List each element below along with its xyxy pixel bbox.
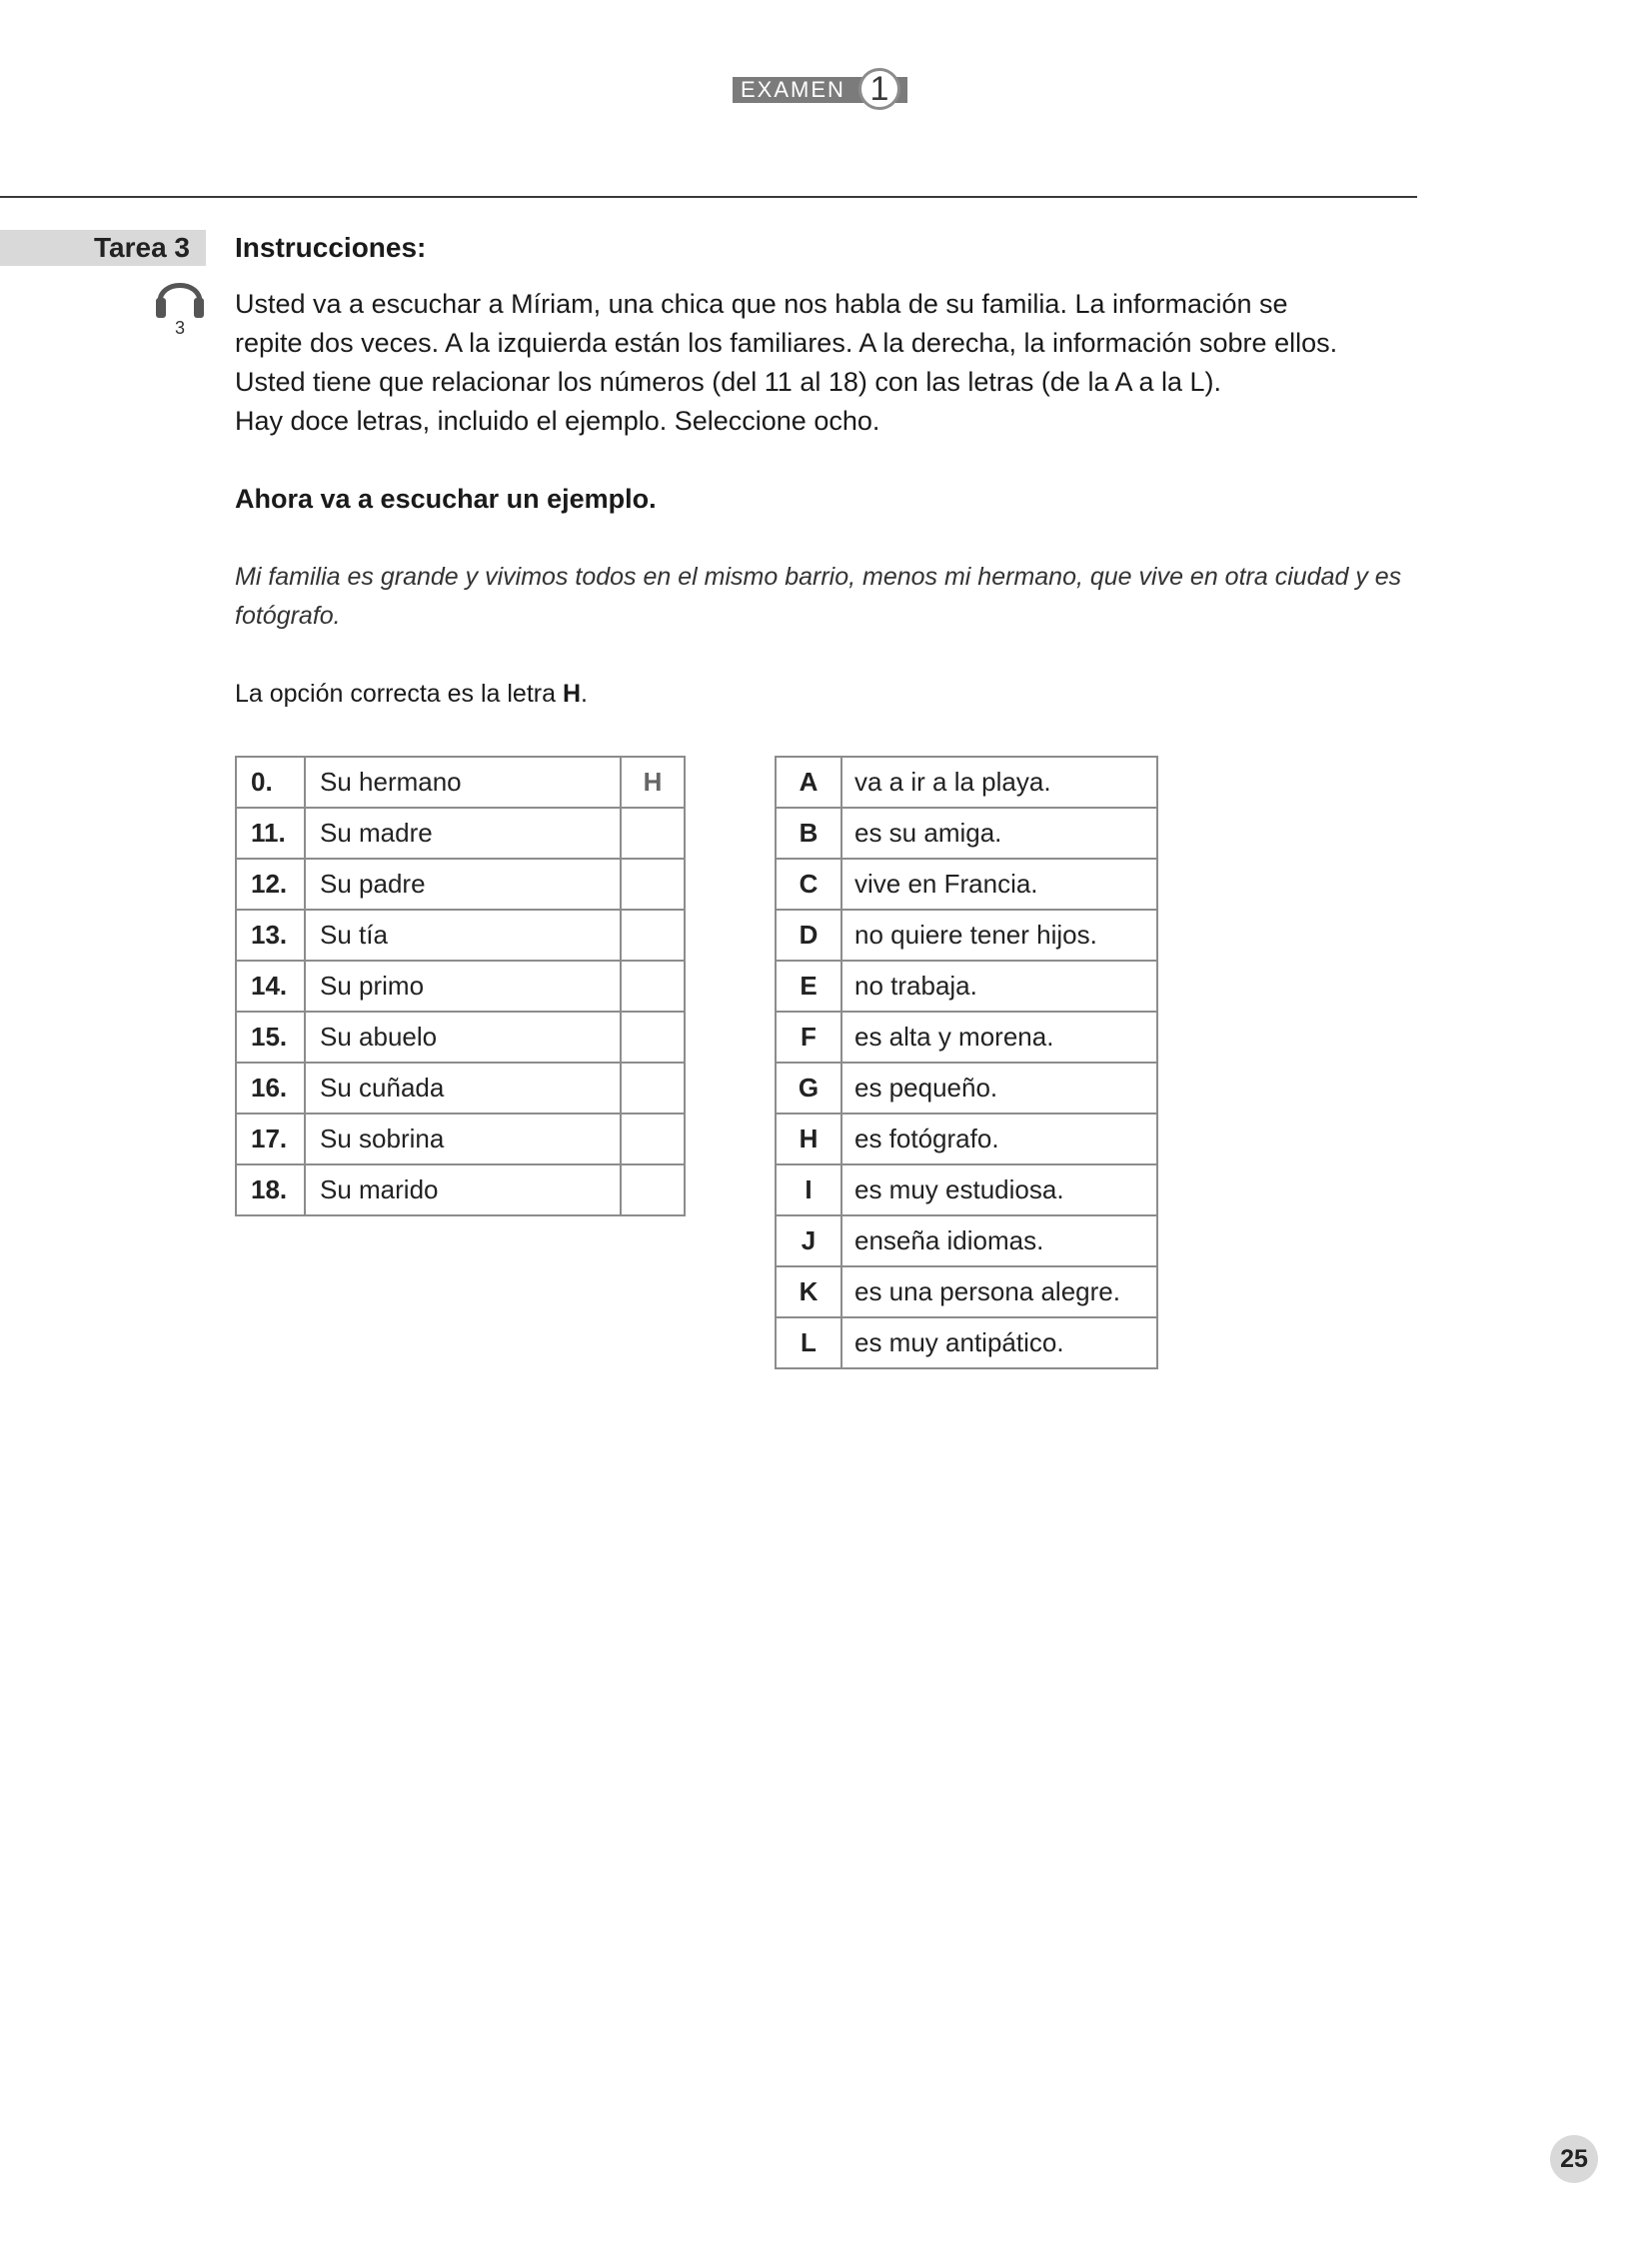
- answer-cell[interactable]: H: [621, 757, 685, 808]
- table-row: [776, 1012, 1157, 1063]
- option-text: es una persona alegre.: [841, 1266, 1157, 1317]
- option-letter: D: [776, 910, 841, 961]
- table-row: [236, 1164, 685, 1215]
- table-row: [236, 1063, 685, 1114]
- option-letter: I: [776, 1164, 841, 1215]
- option-letter: J: [776, 1215, 841, 1266]
- member-name: Su padre: [305, 859, 621, 910]
- option-text: va a ir a la playa.: [841, 757, 1157, 808]
- option-letter: B: [776, 808, 841, 859]
- answer-cell[interactable]: [621, 910, 685, 961]
- option-letter: F: [776, 1012, 841, 1063]
- answer-cell[interactable]: [621, 961, 685, 1012]
- answer-cell[interactable]: [621, 1114, 685, 1164]
- answer-cell[interactable]: [621, 1164, 685, 1215]
- table-row: [776, 1164, 1157, 1215]
- instructions-text: [235, 285, 1419, 441]
- member-name: Su abuelo: [305, 1012, 621, 1063]
- table-row: [236, 910, 685, 961]
- table-row: [776, 757, 1157, 808]
- example-answer: [235, 680, 1419, 709]
- answer-cell[interactable]: [621, 1012, 685, 1063]
- member-number: 15.: [236, 1012, 305, 1063]
- option-text: es pequeño.: [841, 1063, 1157, 1114]
- table-row: [776, 859, 1157, 910]
- member-number: 13.: [236, 910, 305, 961]
- option-letter: G: [776, 1063, 841, 1114]
- instructions-line: Usted va a escuchar a Míriam, una chica que nos habla de su familia. La información se: [235, 289, 1288, 319]
- table-row: [776, 961, 1157, 1012]
- answer-cell[interactable]: [621, 859, 685, 910]
- member-name: Su madre: [305, 808, 621, 859]
- example-answer-prefix: La opción correcta es la letra: [235, 680, 563, 708]
- answer-cell[interactable]: [621, 1063, 685, 1114]
- instructions-line: repite dos veces. A la izquierda están los familiares. A la derecha, la información sobre ellos.: [235, 328, 1338, 358]
- exam-badge: [733, 69, 907, 108]
- member-name: Su hermano: [305, 757, 621, 808]
- option-text: vive en Francia.: [841, 859, 1157, 910]
- member-name: Su primo: [305, 961, 621, 1012]
- member-number: 16.: [236, 1063, 305, 1114]
- table-row: [236, 859, 685, 910]
- answer-cell[interactable]: [621, 808, 685, 859]
- headphones-icon: [152, 272, 208, 320]
- option-text: es fotógrafo.: [841, 1114, 1157, 1164]
- option-text: es muy estudiosa.: [841, 1164, 1157, 1215]
- information-options-table: [775, 756, 1158, 1369]
- member-number: 18.: [236, 1164, 305, 1215]
- member-name: Su sobrina: [305, 1114, 621, 1164]
- instructions-line: Usted tiene que relacionar los números (del 11 al 18) con las letras (de la A a la L).: [235, 367, 1222, 397]
- example-line: fotógrafo.: [235, 602, 341, 630]
- page-number: 25: [1550, 2135, 1598, 2183]
- exam-badge-number-wrap: [853, 69, 907, 108]
- table-row: [236, 961, 685, 1012]
- member-number: 17.: [236, 1114, 305, 1164]
- table-row: [776, 910, 1157, 961]
- option-letter: H: [776, 1114, 841, 1164]
- option-letter: K: [776, 1266, 841, 1317]
- member-number: 0.: [236, 757, 305, 808]
- member-number: 14.: [236, 961, 305, 1012]
- option-text: no quiere tener hijos.: [841, 910, 1157, 961]
- option-letter: L: [776, 1317, 841, 1368]
- instructions-line: Hay doce letras, incluido el ejemplo. Seleccione ocho.: [235, 406, 880, 436]
- option-text: es muy antipático.: [841, 1317, 1157, 1368]
- task-label: Tarea 3: [94, 232, 190, 263]
- instructions-heading: Instrucciones:: [235, 232, 427, 263]
- option-letter: A: [776, 757, 841, 808]
- option-letter: E: [776, 961, 841, 1012]
- table-row: [236, 757, 685, 808]
- option-text: no trabaja.: [841, 961, 1157, 1012]
- example-answer-suffix: .: [581, 680, 588, 708]
- exam-badge-word: EXAMEN: [733, 77, 853, 103]
- option-letter: C: [776, 859, 841, 910]
- member-number: 12.: [236, 859, 305, 910]
- option-text: enseña idiomas.: [841, 1215, 1157, 1266]
- table-row: [236, 1114, 685, 1164]
- member-name: Su marido: [305, 1164, 621, 1215]
- table-row: [776, 1063, 1157, 1114]
- example-text: [235, 558, 1419, 636]
- table-row: [776, 1114, 1157, 1164]
- family-members-table: [235, 756, 686, 1216]
- table-row: [776, 1215, 1157, 1266]
- member-name: Su tía: [305, 910, 621, 961]
- example-answer-letter: H: [562, 680, 582, 708]
- exam-badge-number: 1: [858, 68, 900, 110]
- example-heading: Ahora va a escuchar un ejemplo.: [235, 484, 657, 514]
- option-text: es alta y morena.: [841, 1012, 1157, 1063]
- example-line: Mi familia es grande y vivimos todos en el mismo barrio, menos mi hermano, que vive en otra ciudad y es: [235, 563, 1402, 591]
- option-text: es su amiga.: [841, 808, 1157, 859]
- table-row: [776, 1317, 1157, 1368]
- table-row: [776, 808, 1157, 859]
- member-name: Su cuñada: [305, 1063, 621, 1114]
- table-row: [776, 1266, 1157, 1317]
- member-number: 11.: [236, 808, 305, 859]
- header-divider: [0, 196, 1417, 198]
- audio-track-number: 3: [174, 318, 185, 338]
- table-row: [236, 808, 685, 859]
- table-row: [236, 1012, 685, 1063]
